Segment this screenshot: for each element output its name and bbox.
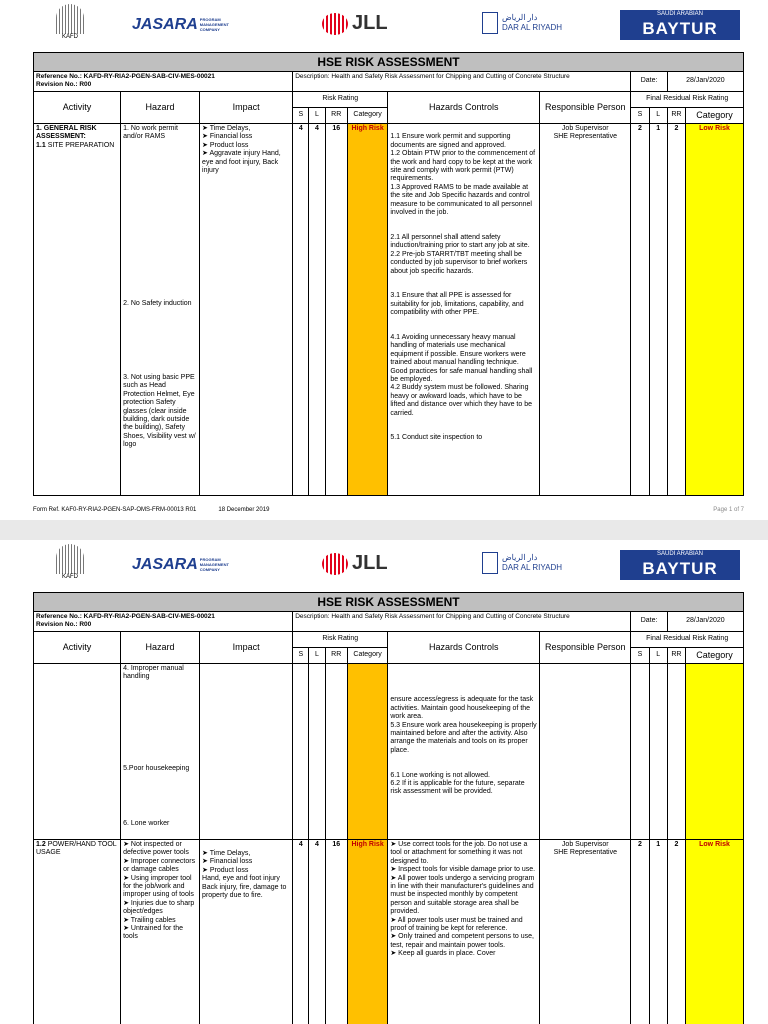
col-l: L — [309, 648, 325, 664]
l-value — [309, 664, 325, 840]
final-category: Low Risk — [686, 840, 744, 1024]
col-final-rr: RR — [667, 108, 685, 124]
date-value: 28/Jan/2020 — [667, 72, 743, 92]
date-label: Date: — [631, 72, 667, 92]
col-controls: Hazards Controls — [388, 92, 540, 124]
col-controls: Hazards Controls — [388, 632, 540, 664]
dar-al-riyadh-logo: دار الرياض DAR AL RIYADH — [482, 552, 562, 574]
col-impact: Impact — [200, 632, 293, 664]
kafd-logo: KAFD — [50, 544, 90, 580]
col-hazard: Hazard — [121, 92, 200, 124]
col-rr: RR — [325, 108, 347, 124]
page-2 — [0, 540, 768, 1024]
table-row — [34, 840, 744, 1024]
risk-table — [33, 592, 744, 1024]
s-value: 4 — [293, 124, 309, 496]
dar-al-riyadh-logo: دار الرياض DAR AL RIYADH — [482, 12, 562, 34]
final-category: Low Risk — [686, 124, 744, 496]
description-cell: Description: Health and Safety Risk Assessment for Chipping and Cutting of Concrete Structure — [293, 612, 631, 632]
jll-logo: JLL — [322, 552, 388, 575]
page-number: Page 1 of 7 — [713, 507, 744, 513]
l-value: 4 — [309, 124, 325, 496]
final-rr-value: 2 — [667, 840, 685, 1024]
rr-value — [325, 664, 347, 840]
logo-bar — [0, 540, 768, 590]
col-final-category: Category — [686, 108, 744, 124]
final-rr-value — [667, 664, 685, 840]
s-value: 4 — [293, 840, 309, 1024]
page-footer: Form Ref. KAF0-RY-RIA2-PGEN-SAP-OMS-FRM-00013 R01 18 December 2019 Page 1 of 7 — [33, 507, 744, 513]
responsible-cell — [540, 664, 631, 840]
final-s-value: 2 — [631, 840, 649, 1024]
rr-value: 16 — [325, 124, 347, 496]
col-rr: RR — [325, 648, 347, 664]
risk-category — [347, 664, 388, 840]
final-s-value — [631, 664, 649, 840]
col-responsible: Responsible Person — [540, 632, 631, 664]
risk-table — [33, 52, 744, 496]
impact-cell: ➤ Time Delays, ➤ Financial loss ➤ Product loss ➤ Aggravate injury Hand, eye and foot injury, Back injury — [200, 124, 293, 496]
final-l-value — [649, 664, 667, 840]
final-l-value: 1 — [649, 124, 667, 496]
page-separator — [0, 520, 768, 540]
activity-cell — [34, 664, 121, 840]
final-category — [686, 664, 744, 840]
col-s: S — [293, 648, 309, 664]
risk-category: High Risk — [347, 124, 388, 496]
col-risk-rating: Risk Rating — [293, 92, 388, 108]
date-label: Date: — [631, 612, 667, 632]
controls-cell: 1.1 Ensure work permit and supporting documents are signed and approved. 1.2 Obtain PTW prior to the commencement of the work and hard copy to be kept at the work site and comply with work permit (PTW) requirements. 1.3 Approved RAMS to be made available at the site and Job Specific hazards and control measure to be communicated to all personnel involved in the job. 2.1 All personnel shall attend safety induction/training prior to start any job at site. 2.2 Pre-job STARRT/TBT meeting shall be conducted by job supervisor to brief workers about job specific hazards. 3.1 Ensure that all PPE is assessed for suitability for job, limitations, capability, and compatibility with other PPE. 4.1 Avoiding unnecessary heavy manual handling of materials use mechanical equipment if possible. Ensure workers were trained about manual handling technique. Good practices for safe manual handling shall be employed. 4.2 Buddy system must be followed. Sharing heavy or awkward loads, which have to be lifted and distance over which they have to be carried. 5.1 Conduct site inspection to — [388, 124, 540, 496]
risk-category: High Risk — [347, 840, 388, 1024]
col-category: Category — [347, 648, 388, 664]
final-rr-value: 2 — [667, 124, 685, 496]
col-l: L — [309, 108, 325, 124]
jll-logo: JLL — [322, 12, 388, 35]
hazard-cell: ➤ Not inspected or defective power tools ➤ Improper connectors or damage cables ➤ Using improper tool for the job/work and improper using of tools ➤ Injuries due to sharp object/edges ➤ Trailing cables ➤ Untrained for the tools — [121, 840, 200, 1024]
logo-bar — [0, 0, 768, 50]
table-row — [34, 124, 744, 496]
col-final-l: L — [649, 108, 667, 124]
s-value — [293, 664, 309, 840]
col-final-rating: Final Residual Risk Rating — [631, 92, 744, 108]
baytur-logo: SAUDI ARABIAN BAYTUR — [620, 550, 740, 580]
col-final-s: S — [631, 648, 649, 664]
activity-cell: 1. GENERAL RISK ASSESSMENT: 1.1 SITE PREPARATION — [34, 124, 121, 496]
col-s: S — [293, 108, 309, 124]
l-value: 4 — [309, 840, 325, 1024]
col-final-l: L — [649, 648, 667, 664]
final-s-value: 2 — [631, 124, 649, 496]
responsible-cell: Job Supervisor SHE Representative — [540, 124, 631, 496]
baytur-logo: SAUDI ARABIAN BAYTUR — [620, 10, 740, 40]
reference-cell: Reference No.: KAFD-RY-RIA2-PGEN-SAB-CIV-MES-00021 Revision No.: R00 — [34, 612, 293, 632]
table-title: HSE RISK ASSESSMENT — [34, 53, 744, 72]
col-final-rating: Final Residual Risk Rating — [631, 632, 744, 648]
responsible-cell: Job Supervisor SHE Representative — [540, 840, 631, 1024]
impact-cell — [200, 664, 293, 840]
hazard-cell: 4. Improper manual handling 5.Poor housekeeping 6. Lone worker — [121, 664, 200, 840]
final-l-value: 1 — [649, 840, 667, 1024]
col-category: Category — [347, 108, 388, 124]
table-title: HSE RISK ASSESSMENT — [34, 593, 744, 612]
jasara-logo: JASARA PROGRAM MANAGEMENT COMPANY — [132, 556, 229, 573]
col-final-category: Category — [686, 648, 744, 664]
col-activity: Activity — [34, 632, 121, 664]
col-final-s: S — [631, 108, 649, 124]
description-cell: Description: Health and Safety Risk Assessment for Chipping and Cutting of Concrete Structure — [293, 72, 631, 92]
activity-cell: 1.2 POWER/HAND TOOL USAGE — [34, 840, 121, 1024]
col-final-rr: RR — [667, 648, 685, 664]
col-risk-rating: Risk Rating — [293, 632, 388, 648]
controls-cell: ensure access/egress is adequate for the task activities. Maintain good housekeeping of the work area. 5.3 Ensure work area housekeeping is properly maintained before and after the activity. Also arrange the materials and tools on its proper place. 6.1 Lone working is not allowed. 6.2 If it is applicable for the future, separate risk assessment will be provided. — [388, 664, 540, 840]
impact-cell: ➤ Time Delays, ➤ Financial loss ➤ Product loss Hand, eye and foot injury Back injury, fire, damage to property due to fire. — [200, 840, 293, 1024]
rr-value: 16 — [325, 840, 347, 1024]
col-responsible: Responsible Person — [540, 92, 631, 124]
controls-cell: ➤ Use correct tools for the job. Do not use a tool or attachment for something it was not designed to. ➤ Inspect tools for visible damage prior to use. ➤ All power tools undergo a servicing program in line with their manufacturer's guidelines and must be inspected monthly by competent person and suitable storage area shall be provided. ➤ All power tools user must be trained and proof of training be kept for reference. ➤ Only trained and competent persons to use, test, repair and maintain power tools. ➤ Keep all guards in place. Cover — [388, 840, 540, 1024]
col-impact: Impact — [200, 92, 293, 124]
reference-cell: Reference No.: KAFD-RY-RIA2-PGEN-SAB-CIV-MES-00021 Revision No.: R00 — [34, 72, 293, 92]
col-hazard: Hazard — [121, 632, 200, 664]
date-value: 28/Jan/2020 — [667, 612, 743, 632]
col-activity: Activity — [34, 92, 121, 124]
hazard-cell: 1. No work permit and/or RAMS 2. No Safety induction 3. Not using basic PPE such as Head Protection Helmet, Eye protection Safety glasses (clear inside building, dark outside the building), Safety Shoes, Visibility vest w/ logo — [121, 124, 200, 496]
kafd-logo: KAFD — [50, 4, 90, 40]
table-row — [34, 664, 744, 840]
jasara-logo: JASARA PROGRAM MANAGEMENT COMPANY — [132, 16, 229, 33]
